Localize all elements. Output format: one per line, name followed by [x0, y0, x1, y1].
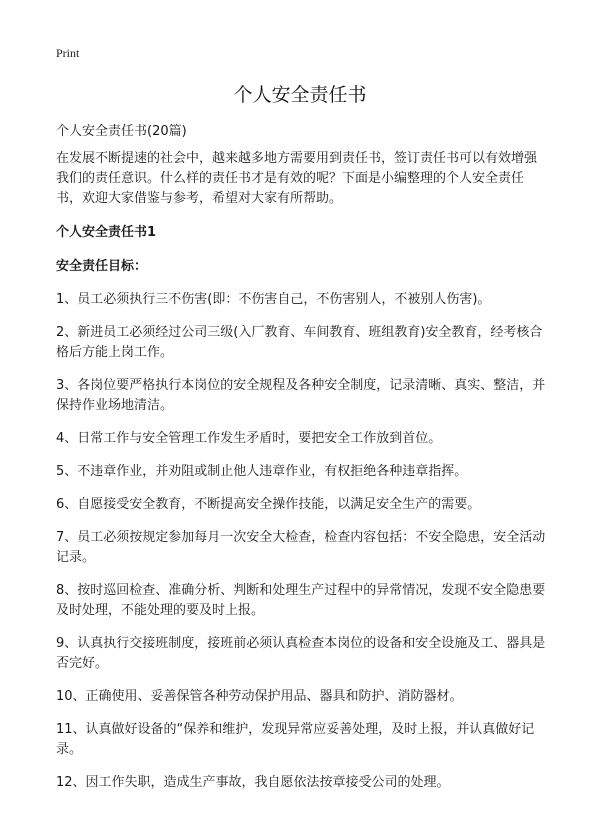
- list-item: 12、因工作失职，造成生产事故，我自愿依法按章接受公司的处理。: [56, 775, 450, 790]
- list-item: 5、不违章作业，并劝阻或制止他人违章作业，有权拒绝各种违章指挥。: [56, 464, 468, 479]
- print-label: Print: [56, 46, 80, 60]
- intro-paragraph: 在发展不断提速的社会中，越来越多地方需要用到责任书，签订责任书可以有效增强我们的责任意识。什么样的责任书才是有效的呢？下面是小编整理的个人安全责任书，欢迎大家借鉴与参考，希望对大家有所帮助。: [56, 151, 538, 206]
- list-item: 2、新进员工必须经过公司三级(入厂教育、车间教育、班组教育)安全教育，经考核合格后方能上岗工作。: [56, 325, 543, 360]
- list-item: 9、认真执行交接班制度，接班前必须认真检查本岗位的设备和安全设施及工、器具是否完好。: [56, 636, 546, 671]
- goal-heading: 安全责任目标：: [56, 259, 148, 274]
- list-item: 11、认真做好设备的“保养和维护，发现异常应妥善处理，及时上报，并认真做好记录。: [56, 722, 535, 757]
- responsibility-list: [56, 290, 546, 793]
- list-item: 7、员工必须按规定参加每月一次安全大检查，检查内容包括：不安全隐患，安全活动记录。: [56, 530, 546, 565]
- list-item: 8、按时巡回检查、准确分析、判断和处理生产过程中的异常情况，发现不安全隐患要及时处理，不能处理的要及时上报。: [56, 583, 546, 618]
- document-body: [56, 122, 546, 806]
- list-item: 4、日常工作与安全管理工作发生矛盾时，要把安全工作放到首位。: [56, 431, 442, 446]
- list-item: 6、自愿接受安全教育，不断提高安全操作技能，以满足安全生产的需要。: [56, 497, 481, 512]
- section-heading: 个人安全责任书1: [56, 225, 157, 240]
- document-title: 个人安全责任书: [233, 84, 367, 106]
- list-item: 1、员工必须执行三不伤害(即：不伤害自己，不伤害别人，不被别人伤害)。: [56, 292, 491, 307]
- list-item: 3、各岗位要严格执行本岗位的安全规程及各种安全制度，记录清晰、真实、整洁，并保持作业场地清洁。: [56, 378, 546, 413]
- list-item: 10、正确使用、妥善保管各种劳动保护用品、器具和防护、消防器材。: [56, 689, 463, 704]
- document-subtitle: 个人安全责任书(20篇): [56, 124, 187, 139]
